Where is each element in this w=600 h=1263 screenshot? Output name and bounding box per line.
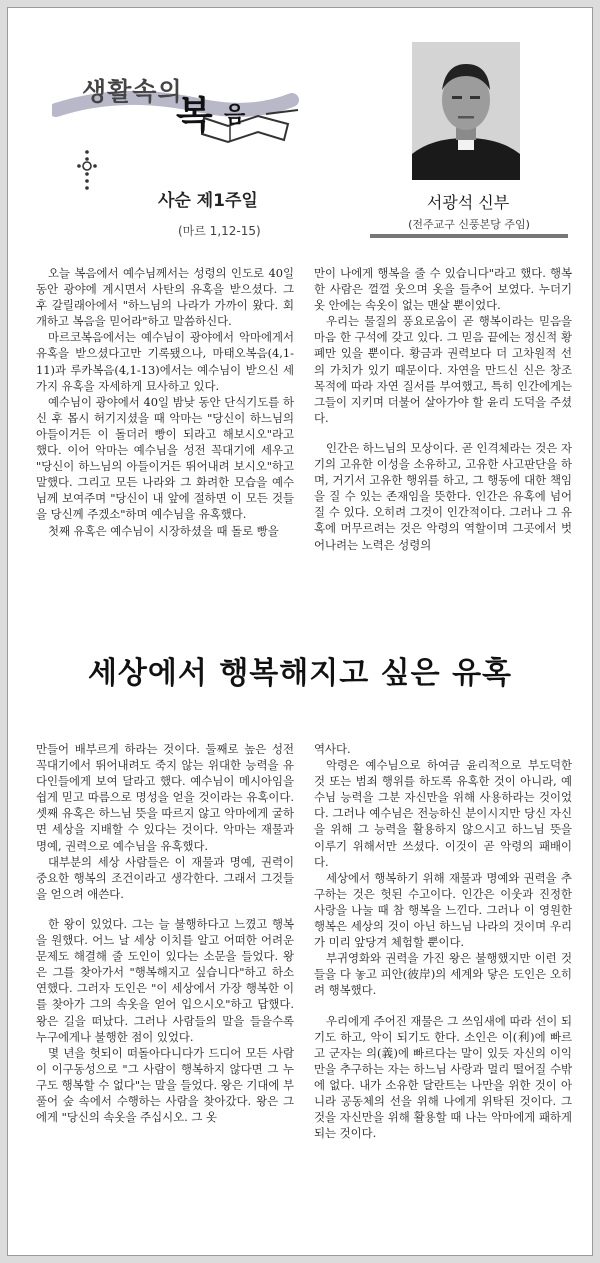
paragraph: 대부분의 세상 사람들은 이 재물과 명예, 권력이 중요한 행복의 조건이라고 생각한다. 그래서 그것들을 얻으려 애쓴다. [36,854,294,901]
scripture-reference: (마르 1,12-15) [178,224,261,238]
article-header [8,8,592,248]
paragraph: 만이 나에게 행복을 줄 수 있습니다"라고 했다. 행복한 사람은 껄껄 웃으며 옷을 들추어 보였다. 누더기 옷 안에는 속옷이 없는 맨살 뿐이었다. [314,266,572,313]
sunday-title: 사순 제1주일 [158,191,258,211]
paragraph: 마르코복음에서는 예수님이 광야에서 악마에게서 유혹을 받으셨다고만 기록됐으나, 마태오복음(4,1-11)과 루카복음(4,1-13)에서는 예수님이 받으신 세 가지 유혹을 자세하게 묘사하고 있다. [36,330,294,393]
paragraph: 한 왕이 있었다. 그는 늘 불행하다고 느꼈고 행복을 원했다. 어느 날 세상 이치를 알고 어떠한 어려운 문제도 해결해 줄 도인이 있다는 소문을 들었다. 왕은 그를 찾아가서 "행복해지고 싶습니다"하고 하소연했다. 그러자 도인은 "이 세상에서 가장 행복한 이를 찾아가 그의 속옷을 얻어 입으시오"하고 답했다. 왕은 길을 떠났다. 그러나 사람들의 말을 들을수록 누구에게나 불행한 점이 있었다. [36,916,294,1044]
logo-text-part3: 음 [224,103,246,128]
logo-text-part2: 복 [176,93,213,137]
paragraph: 만들어 배부르게 하라는 것이다. 둘째로 높은 성전 꼭대기에서 뛰어내려도 죽지 않는 위대한 능력을 유다인들에게 보여 달라고 했다. 예수님이 메시아임을 쉽게 믿고 따름으로 명성을 얻을 것이라는 유혹이다. 셋째 유혹은 하느님 뜻을 따르지 않고 악마에게 굴하면 세상을 지배할 수 있다는 것이다. 악마는 재물과 명예, 권력으로 예수님을 유혹했다. [36,742,294,853]
article-headline: 세상에서 행복해지고 싶은 유혹 [87,656,513,691]
author-parish: (전주교구 신풍본당 주임) [408,218,530,231]
paragraph: 우리에게 주어진 재물은 그 쓰임새에 따라 선이 되기도 하고, 악이 되기도 한다. 소인은 이(利)에 빠르고 군자는 의(義)에 빠르다는 말이 있듯 자신의 이익만을 추구하는 자는 하느님 사랑과 멀리 떨어질 수밖에 없다. 내가 소유한 달란트는 나만을 위한 것이 아니라 공동체의 선을 위해 나에게 위탁된 것이다. 그것을 자신만을 위해 활용할 때 나는 악마에게 패하게 되는 것이다. [314,1013,572,1141]
column-bottom-right [314,741,572,1141]
priest-photo-icon [412,42,520,180]
author-underline [370,234,568,238]
paragraph: 예수님이 광야에서 40일 밤낮 동안 단식기도를 하신 후 몹시 허기지셨을 때 악마는 "당신이 하느님의 아들이거든 이 돌더러 빵이 되라고 해보시오"라고 했다. 이어 악마는 예수님을 성전 꼭대기에 세우고 "당신이 하느님의 아들이거든 뛰어내려 보시오"하고 말했다. 그리고 모든 나라와 그 화려한 모습을 예수님께 보여주며 "당신이 내 앞에 절하면 이 모든 것들을 당신께 주겠소"하며 예수님을 유혹했다. [36,394,294,522]
paragraph: 악령은 예수님으로 하여금 윤리적으로 부도덕한 것 또는 범죄 행위를 하도록 유혹한 것이 아니라, 예수님 능력을 그분 자신만을 위해 사용하라는 것이었다. 그러나 예수님은 전능하신 분이시지만 당신 자신을 위해 그 능력을 활용하지 않으시고 하느님 뜻을 이루기 위해서만 쓰셨다. 이것이 곧 악령의 패배이다. [314,758,572,869]
paragraph: 오늘 복음에서 예수님께서는 성령의 인도로 40일 동안 광야에 계시면서 사탄의 유혹을 받으셨다. 그 후 갈릴래아에서 "하느님의 나라가 가까이 왔다. 회개하고 복음을 믿어라"하고 말씀하신다. [36,266,294,329]
author-portrait [412,42,520,180]
paragraph: 우리는 물질의 풍요로움이 곧 행복이라는 믿음을 마음 한 구석에 갖고 있다. 그 믿음 끝에는 정신적 황폐만 있을 뿐이다. 황금과 권력보다 더 고차원적 선의 가치가 있기 때문이다. 자연을 만드신 신은 창조목적에 따라 자연 질서를 부여했고, 특히 인간에게는 그들이 지키며 더불어 살아가야 할 윤리 도덕을 주셨다. [314,314,572,425]
column-top-left [36,265,294,539]
logo-text-part1: 생활속의 [82,77,183,106]
author-name: 서광석 신부 [426,193,510,212]
paragraph: 몇 년을 헛되이 떠돌아다니다가 드디어 모든 사람이 이구동성으로 "그 사람이 행복하지 않다면 그 누구도 행복할 수 없다"는 말을 들었다. 왕은 기대에 부풀어 숲 속에서 수행하는 사람을 찾아갔다. 왕은 그에게 "당신의 속옷을 주십시오. 그 옷 [36,1045,294,1125]
cross-ornament-icon [74,148,100,194]
column-top-right [314,265,572,553]
column-bottom-left [36,741,294,1125]
paragraph: 역사다. [314,742,351,756]
paragraph: 첫째 유혹은 예수님이 시장하셨을 때 돌로 빵을 [48,523,279,538]
paragraph: 부귀영화와 권력을 가진 왕은 불행했지만 이런 것들을 다 놓고 피안(彼岸)의 세계와 닿은 도인은 오히려 행복했다. [314,951,572,998]
paragraph: 인간은 하느님의 모상이다. 곧 인격체라는 것은 자기의 고유한 이성을 소유하고, 고유한 사고판단을 하며, 거기서 고유한 행위를 하고, 그 행동에 대한 책임을 질 수 있는 존재임을 뜻한다. 인간은 유혹에 넘어질 수 있다. 오히려 그것이 인간적이다. 그러나 그 유혹에 머무르려는 것은 악령의 역할이며 그곳에서 벗어나려는 노력은 성령의 [314,440,572,552]
paragraph: 세상에서 행복하기 위해 재물과 명예와 권력을 추구하는 것은 헛된 수고이다. 인간은 이웃과 진정한 사랑을 나눌 때 참 행복을 느낀다. 그러나 이 영원한 행복은 세상의 것이 아닌 하느님 나라의 것이며 우리가 미리 앞당겨 체험할 뿐이다. [314,870,572,950]
article-frame [7,7,593,1256]
